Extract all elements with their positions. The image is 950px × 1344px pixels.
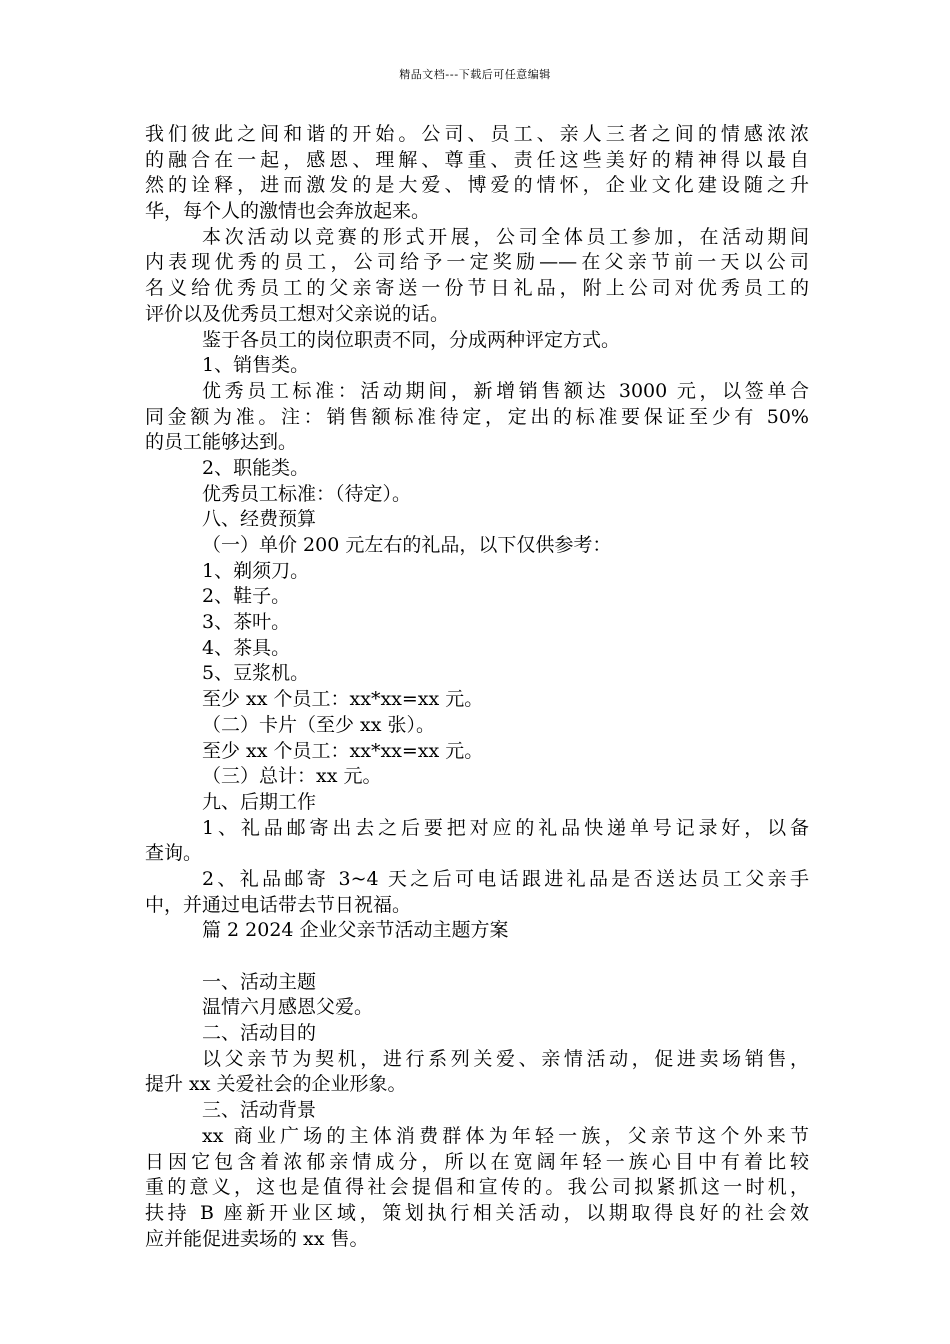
text-line: 应并能促进卖场的 xx 售。 [145, 1227, 369, 1250]
text-line: 2、职能类。 [202, 456, 310, 479]
text-line: 同金额为准。注：销售额标准待定，定出的标准要保证至少有 50% [145, 405, 809, 428]
text-line: 2、礼品邮寄 3~4 天之后可电话跟进礼品是否送达员工父亲手 [202, 867, 809, 890]
text-line: 扶持 B 座新开业区域，策划执行相关活动，以期取得良好的社会效 [145, 1201, 809, 1224]
text-line: 以父亲节为契机，进行系列关爱、亲情活动，促进卖场销售， [202, 1047, 809, 1070]
text-line: 2、鞋子。 [202, 585, 291, 608]
text-line: 1、剃须刀。 [202, 559, 310, 582]
text-line: 的融合在一起，感恩、理解、尊重、责任这些美好的精神得以最自 [145, 148, 809, 171]
text-line: 查询。 [145, 842, 203, 865]
text-line: 至少 xx 个员工：xx*xx=xx 元。 [202, 739, 484, 762]
text-line: （一）单价 200 元左右的礼品，以下仅供参考： [202, 534, 612, 556]
blank-line [145, 944, 809, 970]
text-line: （三）总计：xx 元。 [202, 765, 382, 788]
text-line: 本次活动以竞赛的形式开展，公司全体员工参加，在活动期间 [202, 225, 809, 248]
text-line: 三、活动背景 [202, 1099, 317, 1122]
text-line: 日因它包含着浓郁亲情成分，所以在宽阔年轻一族心目中有着比较 [145, 1150, 809, 1173]
text-line: 内表现优秀的员工，公司给予一定奖励——在父亲节前一天以公司 [145, 251, 809, 274]
text-line: 二、活动目的 [202, 1022, 317, 1045]
text-line: 1、销售类。 [202, 354, 310, 377]
text-line: （二）卡片（至少 xx 张）。 [202, 713, 436, 736]
text-line: 5、豆浆机。 [202, 662, 310, 685]
text-line: 一、活动主题 [202, 970, 317, 993]
text-line: 然的诠释，进而激发的是大爱、博爱的情怀，企业文化建设随之升 [145, 174, 809, 197]
text-line: 优秀员工标准：（待定）。 [202, 482, 412, 505]
text-line: 华，每个人的激情也会奔放起来。 [145, 200, 431, 223]
text-line: 的员工能够达到。 [145, 431, 298, 454]
text-line: 重的意义，这也是值得社会提倡和宣传的。我公司拟紧抓这一时机， [145, 1176, 809, 1199]
text-line: 至少 xx 个员工：xx*xx=xx 元。 [202, 688, 484, 711]
text-line: 篇 2 2024 企业父亲节活动主题方案 [202, 919, 509, 942]
text-line: 我们彼此之间和谐的开始。公司、员工、亲人三者之间的情感浓浓 [145, 123, 809, 145]
text-line: 九、后期工作 [202, 790, 317, 813]
document-body [145, 122, 809, 1252]
text-line: 提升 xx 关爱社会的企业形象。 [145, 1073, 407, 1096]
text-line: 温情六月感恩父爱。 [202, 996, 374, 1019]
text-line: 评价以及优秀员工想对父亲说的话。 [145, 302, 450, 325]
text-line: 3、茶叶。 [202, 611, 291, 634]
text-line: 八、经费预算 [202, 508, 317, 531]
text-line: 中，并通过电话带去节日祝福。 [145, 893, 412, 916]
text-line: 1、礼品邮寄出去之后要把对应的礼品快递单号记录好，以备 [202, 816, 809, 839]
text-line: 4、茶具。 [202, 636, 291, 659]
page-header: 精品文档---下载后可任意编辑 [399, 68, 551, 81]
text-line: 优秀员工标准：活动期间，新增销售额达 3000 元，以签单合 [202, 379, 809, 402]
text-line: xx 商业广场的主体消费群体为年轻一族，父亲节这个外来节 [202, 1124, 809, 1147]
text-line: 鉴于各员工的岗位职责不同，分成两种评定方式。 [202, 328, 621, 351]
text-line: 名义给优秀员工的父亲寄送一份节日礼品，附上公司对优秀员工的 [145, 277, 809, 300]
